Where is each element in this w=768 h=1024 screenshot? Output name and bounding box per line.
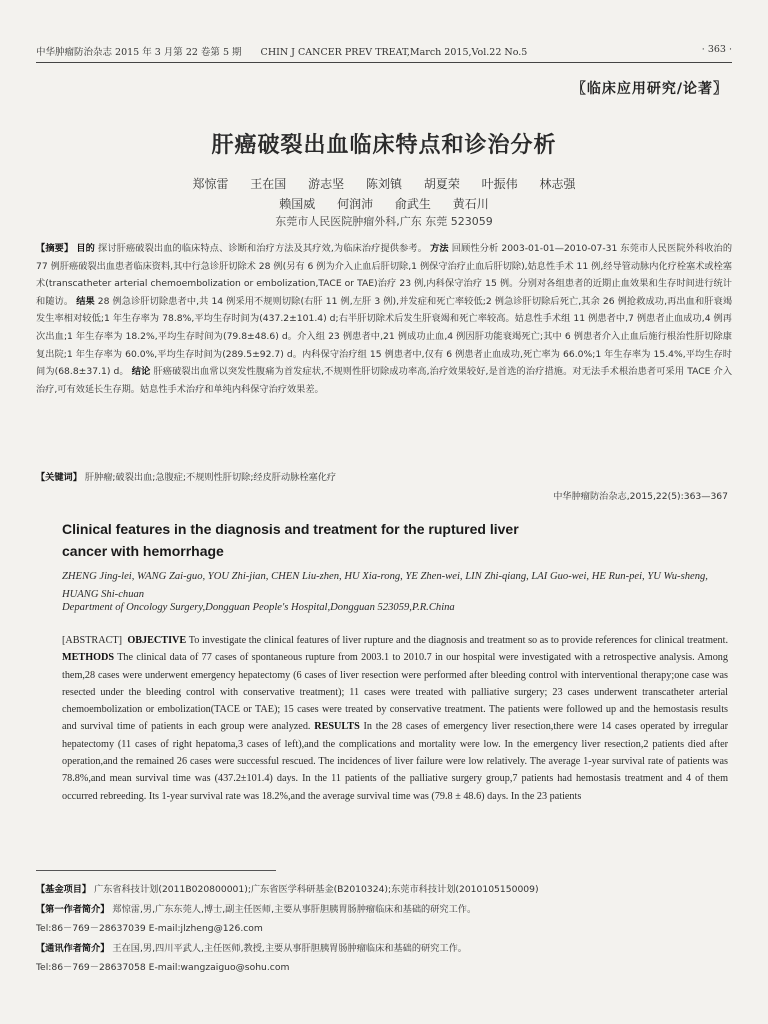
conclusion-label-cn: 结论 xyxy=(131,366,151,378)
author-cn: 叶振伟 xyxy=(481,177,518,191)
objective-label-en: OBJECTIVE xyxy=(127,635,187,646)
author-cn: 胡夏荣 xyxy=(423,177,460,191)
affiliation-cn: 东莞市人民医院肿瘤外科,广东 东莞 523059 xyxy=(275,215,493,228)
article-title-en: Clinical features in the diagnosis and treatment for the ruptured liver cancer with hemorrhage xyxy=(62,521,519,559)
author-cn: 何润沛 xyxy=(337,197,374,211)
citation: 中华肿瘤防治杂志,2015,22(5):363—367 xyxy=(553,491,728,502)
results-en: In the 28 cases of emergency liver resection,there were 14 cases operated by irregular hepatectomy (11 cases of right hepatoma,3 cases of left),and the complications and mortality were low. In the emergency liver resection,2 patients died after operation,and the remained 26 cases were successful rescued. The incidences of liver failure were low relatively. The average 1-year survival rate of patients was 78.8%,and mean survival time was (437.2±101.4) days. In the 11 patients of the palliative surgery group,7 patients had hemostasis treatment and 4 of them occurred rebreeding. Its 1-year survival rate was 18.2%,and the average survival time was (79.8 ± 48.6) days. In the 23 patients xyxy=(62,721,729,802)
fund-text: 广东省科技计划(2011B020800001);广东省医学科研基金(B2010324);东莞市科技计划(2010105150009) xyxy=(94,884,539,895)
methods-en: The clinical data of 77 cases of spontaneous rupture from 2003.1 to 2010.7 in our hospital were investigated with a retrospective analysis. Among them,28 cases were underwent emergency hepatectomy (6 cases of liver resection were performed after bleeding control with interventional therapy;one case was resected under the bleeding control with conservative treatment); 11 cases were treated with palliative surgery; 23 cases underwent transcatheter arterial chemoembolization or embolization(TACE or TAE); 15 cases were treated by conservative treatment. The patients were followed up and the hemostasis results and survival time of patients in each group were analyzed. xyxy=(62,652,728,733)
authors-cn-line2 xyxy=(0,195,768,212)
corresponding-contact: Tel:86－769－28637058 E-mail:wangzaiguo@sohu.com xyxy=(36,962,290,973)
running-header-left xyxy=(36,44,543,58)
results-label-cn: 结果 xyxy=(76,295,95,307)
keywords-label-cn: 【关键词】 xyxy=(36,472,82,483)
footnote-rule xyxy=(36,870,276,871)
abstract-en-label: [ABSTRACT] xyxy=(62,635,122,646)
authors-en: ZHENG Jing-lei, WANG Zai-guo, YOU Zhi-jian, CHEN Liu-zhen, HU Xia-rong, YE Zhen-wei, LIN Zhi-qiang, LAI Guo-wei, HE Run-pei, YU Wu-sheng, HUANG Shi-chuan xyxy=(62,571,708,600)
objective-en: To investigate the clinical features of liver rupture and the diagnosis and treatment so as to provide references for clinical treatment. xyxy=(188,635,728,646)
article-title-cn: 肝癌破裂出血临床特点和诊治分析 xyxy=(211,133,557,158)
first-author-label: 【第一作者简介】 xyxy=(36,903,110,915)
corresponding-text: 王在国,男,四川平武人,主任医师,教授,主要从事肝胆胰胃肠肿瘤临床和基础的研究工作。 xyxy=(112,942,467,954)
results-cn: 28 例急诊肝切除患者中,共 14 例采用不规则切除(右肝 11 例,左肝 3 例),并发症和死亡率较低;2 例急诊肝切除后死亡,其余 26 例抢救成功,再出血和肝衰竭发生率相对较低;1 年生存率为 78.8%,平均生存时间为(437.2±101.4) d;右半肝切除术后发生肝衰竭和死亡率较高。姑息性手术组 11 例患者中,7 例患者止血成功,4 例再次出血;1 年生存率为 18.2%,平均生存时间为(79.8±48.6) d。介入组 23 例患者中,21 例成功止血,4 例因肝功能衰竭死亡;其中 6 例患者介入止血后施行根治性肝切除康复出院;1 年生存率为 60.0%,平均生存时间为(289.5±92.7) d。内科保守治疗组 15 例患者中,仅有 6 例患者止血成功,死亡率为 66.0%;1 年生存率为 15.4%,平均生存时间为(68.8±37.1) d。 xyxy=(36,295,733,378)
first-author-note xyxy=(36,900,732,920)
keywords-text-cn: 肝肿瘤;破裂出血;急腹症;不规则性肝切除;经皮肝动脉栓塞化疗 xyxy=(84,472,337,483)
author-cn: 黄石川 xyxy=(452,197,489,211)
author-cn: 陈刘镇 xyxy=(365,177,402,191)
objective-cn: 探讨肝癌破裂出血的临床特点、诊断和治疗方法及其疗效,为临床治疗提供参考。 xyxy=(98,243,428,254)
affiliation-en: Department of Oncology Surgery,Dongguan People's Hospital,Dongguan 523059,P.R.China xyxy=(62,602,455,613)
keywords-cn xyxy=(36,469,732,483)
first-author-contact: Tel:86－769－28637039 E-mail:jlzheng@126.com xyxy=(36,923,263,934)
journal-name-en: CHIN J CANCER PREV TREAT,March 2015,Vol.22 No.5 xyxy=(260,47,528,58)
objective-label-cn: 目的 xyxy=(76,243,95,254)
corresponding-author-note xyxy=(36,939,732,959)
author-cn: 郑惊雷 xyxy=(192,177,229,191)
conclusion-cn: 肝癌破裂出血常以突发性腹痛为首发症状,不规则性肝切除成功率高,治疗效果较好,是首选的治疗措施。对无法手术根治患者可采用 TACE 介入治疗,可有效延长生存期。姑息性手术治疗和单纯内科保守治疗效果差。 xyxy=(36,366,733,395)
abstract-cn xyxy=(36,240,732,398)
fund-label: 【基金项目】 xyxy=(36,884,92,895)
methods-label-en: METHODS xyxy=(62,652,115,664)
first-author-text: 郑惊雷,男,广东东莞人,博士,副主任医师,主要从事肝胆胰胃肠肿瘤临床和基础的研究工作。 xyxy=(112,903,477,915)
page-number: · 363 · xyxy=(701,44,732,55)
abstract-cn-label: 【摘要】 xyxy=(36,243,74,254)
corresponding-label: 【通讯作者简介】 xyxy=(36,942,110,954)
author-cn: 游志坚 xyxy=(308,177,345,191)
author-cn: 赖国威 xyxy=(279,197,316,211)
fund-note xyxy=(36,880,732,900)
footnotes xyxy=(36,880,732,978)
author-cn: 王在国 xyxy=(250,177,287,191)
author-cn: 俞武生 xyxy=(394,197,431,211)
results-label-en: RESULTS xyxy=(314,721,360,733)
header-rule xyxy=(36,62,732,63)
running-header xyxy=(36,44,732,58)
journal-name-cn: 中华肿瘤防治杂志 2015 年 3 月第 22 卷第 5 期 xyxy=(36,47,242,58)
abstract-en xyxy=(62,632,728,805)
methods-cn: 回顾性分析 2003-01-01—2010-07-31 东莞市人民医院外科收治的 77 例肝癌破裂出血患者临床资料,其中行急诊肝切除术 28 例(另有 6 例为介入止血后肝切除,1 例保守治疗止血后肝切除),姑息性手术 11 例,经导管动脉内化疗栓塞术或栓塞术(transcatheter arterial chemoembolization or embolization,TACE or TAE)治疗 23 例,内科保守治疗 15 例。分别对各组患者的近期止血效果和生存时间进行统计和随访。 xyxy=(36,243,733,307)
methods-label-cn: 方法 xyxy=(430,243,449,254)
authors-cn-line1 xyxy=(0,175,768,192)
author-cn: 林志强 xyxy=(539,177,576,191)
column-tag: 〖临床应用研究/论著〗 xyxy=(571,81,728,97)
